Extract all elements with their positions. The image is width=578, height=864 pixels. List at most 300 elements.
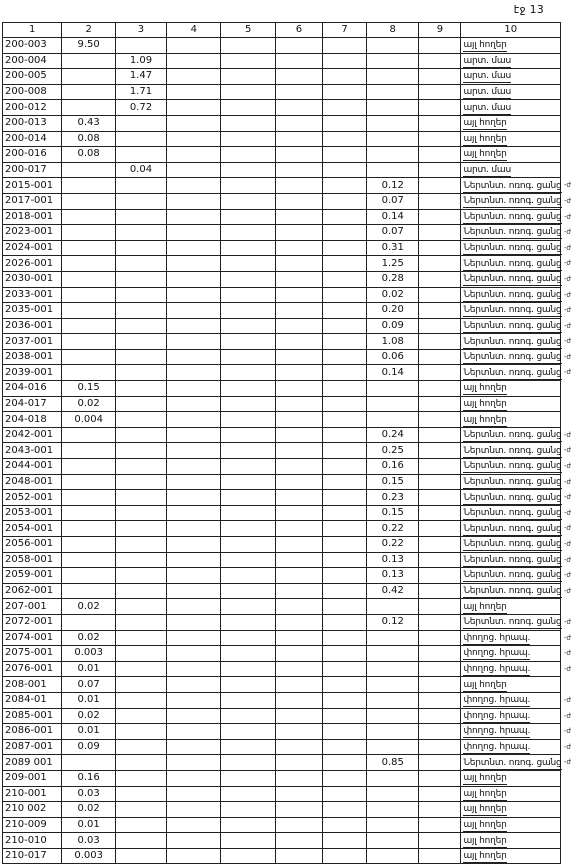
value-cell — [322, 677, 366, 693]
value-cell: 0.85 — [367, 755, 419, 771]
value-cell — [221, 303, 275, 319]
margin-mark: -ժ — [564, 524, 571, 533]
value-cell — [367, 677, 419, 693]
value-cell — [62, 209, 115, 225]
value-cell — [167, 131, 221, 147]
value-cell — [419, 692, 461, 708]
value-cell — [115, 786, 166, 802]
value-cell: 0.02 — [62, 708, 115, 724]
land-type-cell — [461, 490, 571, 506]
value-cell — [221, 459, 275, 475]
parcel-code-cell: 200-003 — [3, 38, 62, 54]
value-cell — [275, 271, 322, 287]
value-cell — [419, 162, 461, 178]
land-type-cell — [461, 349, 571, 365]
value-cell — [115, 271, 166, 287]
value-cell — [115, 490, 166, 506]
value-cell — [221, 537, 275, 553]
value-cell — [322, 724, 366, 740]
value-cell — [322, 583, 366, 599]
table-row — [3, 334, 561, 350]
land-type-label: Ներտնտ. ոռոգ. ցանց — [463, 554, 562, 565]
value-cell — [167, 833, 221, 849]
land-type-label: փողոց. հրապ. — [463, 632, 531, 643]
value-cell — [221, 225, 275, 241]
value-cell — [115, 677, 166, 693]
value-cell — [419, 848, 461, 864]
margin-mark: -ժ — [564, 196, 571, 205]
land-type-cell — [461, 162, 561, 178]
land-type-label: այլ հողեր — [463, 788, 507, 799]
land-type-label: փողոց. հրապ. — [463, 726, 531, 737]
value-cell — [167, 770, 221, 786]
value-cell — [62, 614, 115, 630]
value-cell — [419, 115, 461, 131]
value-cell — [275, 162, 322, 178]
value-cell — [322, 802, 366, 818]
value-cell — [322, 53, 366, 69]
value-cell — [62, 100, 115, 116]
value-cell — [419, 349, 461, 365]
value-cell — [167, 755, 221, 771]
table-row — [3, 739, 561, 755]
value-cell: 1.25 — [367, 256, 419, 272]
page-number: էջ 13 — [513, 3, 544, 16]
value-cell — [322, 614, 366, 630]
value-cell — [275, 115, 322, 131]
value-cell — [167, 349, 221, 365]
value-cell — [115, 817, 166, 833]
value-cell — [367, 630, 419, 646]
value-cell — [115, 381, 166, 397]
margin-mark: -ժ — [564, 633, 571, 642]
land-type-label: այլ հողեր — [463, 149, 507, 160]
value-cell — [275, 225, 322, 241]
header-row — [3, 23, 561, 38]
value-cell — [275, 209, 322, 225]
value-cell — [367, 115, 419, 131]
table-row — [3, 459, 561, 475]
land-type-label: փողոց. հրապ. — [463, 710, 531, 721]
land-type-cell — [461, 53, 561, 69]
table-row — [3, 443, 561, 459]
value-cell — [419, 552, 461, 568]
land-type-label: Ներտնտ. ոռոգ. ցանց — [463, 243, 562, 254]
table-row — [3, 474, 561, 490]
land-type-label: Ներտնտ. ոռոգ. ցանց — [463, 445, 562, 456]
land-type-label: Ներտնտ. ոռոգ. ցանց — [463, 320, 562, 331]
table-row — [3, 802, 561, 818]
value-cell — [275, 599, 322, 615]
parcel-code-cell: 204-017 — [3, 396, 62, 412]
value-cell — [322, 786, 366, 802]
value-cell — [62, 490, 115, 506]
value-cell — [62, 193, 115, 209]
value-cell — [221, 833, 275, 849]
value-cell — [275, 833, 322, 849]
margin-mark: -ժ — [564, 540, 571, 548]
value-cell — [419, 287, 461, 303]
land-type-label: Ներտնտ. ոռոգ. ցանց — [463, 617, 562, 628]
value-cell — [62, 318, 115, 334]
parcel-code-cell: 200-013 — [3, 115, 62, 131]
column-header: 8 — [367, 23, 419, 38]
value-cell — [167, 162, 221, 178]
value-cell — [167, 100, 221, 116]
value-cell: 0.03 — [62, 786, 115, 802]
value-cell: 0.003 — [62, 848, 115, 864]
table-row — [3, 256, 561, 272]
value-cell — [167, 115, 221, 131]
land-type-label: Ներտնտ. ոռոգ. ցանց — [463, 586, 562, 597]
land-type-label: Ներտնտ. ոռոգ. ցանց — [463, 211, 562, 222]
value-cell — [115, 692, 166, 708]
value-cell — [62, 256, 115, 272]
margin-mark: -ժ — [564, 259, 571, 268]
value-cell — [62, 521, 115, 537]
value-cell — [419, 318, 461, 334]
value-cell — [322, 459, 366, 475]
value-cell — [275, 583, 322, 599]
value-cell — [275, 365, 322, 381]
value-cell: 0.07 — [62, 677, 115, 693]
table-row — [3, 817, 561, 833]
value-cell — [115, 427, 166, 443]
parcel-code-cell: 210 002 — [3, 802, 62, 818]
land-type-cell — [461, 303, 571, 319]
margin-mark: -ժ — [564, 742, 571, 751]
parcel-code-cell: 2058-001 — [3, 552, 62, 568]
parcel-code-cell: 2038-001 — [3, 349, 62, 365]
land-type-cell — [461, 755, 571, 771]
table-row — [3, 318, 561, 334]
value-cell — [419, 240, 461, 256]
margin-mark: -ժ — [564, 290, 571, 299]
value-cell — [275, 724, 322, 740]
land-type-label: Ներտնտ. ոռոգ. ցանց — [463, 180, 562, 191]
parcel-code-cell: 204-018 — [3, 412, 62, 428]
table-row — [3, 240, 561, 256]
value-cell — [115, 833, 166, 849]
value-cell — [322, 147, 366, 163]
value-cell — [322, 178, 366, 194]
land-type-cell — [461, 240, 571, 256]
value-cell — [419, 490, 461, 506]
margin-mark: -ժ — [564, 711, 571, 720]
land-type-label: փողոց. հրապ. — [463, 742, 531, 753]
parcel-code-cell: 2036-001 — [3, 318, 62, 334]
land-type-label: այլ հողեր — [463, 851, 507, 862]
value-cell — [115, 178, 166, 194]
value-cell — [62, 537, 115, 553]
margin-mark: -ժ — [564, 664, 571, 673]
parcel-code-cell: 2033-001 — [3, 287, 62, 303]
value-cell — [167, 38, 221, 54]
value-cell — [115, 552, 166, 568]
parcel-code-cell: 209-001 — [3, 770, 62, 786]
parcel-code-cell: 2075-001 — [3, 646, 62, 662]
value-cell: 0.01 — [62, 724, 115, 740]
value-cell — [167, 53, 221, 69]
value-cell: 0.12 — [367, 178, 419, 194]
value-cell — [167, 568, 221, 584]
parcel-code-cell: 210-009 — [3, 817, 62, 833]
parcel-code-cell: 200-016 — [3, 147, 62, 163]
value-cell — [322, 739, 366, 755]
margin-mark: -ժ — [564, 617, 571, 626]
parcel-code-cell: 200-012 — [3, 100, 62, 116]
value-cell — [221, 162, 275, 178]
table-row — [3, 225, 561, 241]
value-cell — [167, 505, 221, 521]
value-cell — [62, 334, 115, 350]
value-cell — [275, 412, 322, 428]
value-cell — [322, 505, 366, 521]
parcel-code-cell: 200-017 — [3, 162, 62, 178]
land-type-cell — [461, 677, 561, 693]
value-cell: 0.04 — [115, 162, 166, 178]
value-cell — [167, 802, 221, 818]
value-cell — [275, 69, 322, 85]
table-row — [3, 209, 561, 225]
value-cell — [115, 537, 166, 553]
value-cell — [221, 474, 275, 490]
land-type-label: այլ հողեր — [463, 804, 507, 815]
value-cell — [367, 770, 419, 786]
value-cell — [322, 271, 366, 287]
value-cell — [62, 349, 115, 365]
land-type-label: Ներտնտ. ոռոգ. ցանց — [463, 274, 562, 285]
parcel-code-cell: 204-016 — [3, 381, 62, 397]
value-cell — [115, 646, 166, 662]
value-cell: 0.06 — [367, 349, 419, 365]
table-row — [3, 770, 561, 786]
value-cell — [275, 240, 322, 256]
value-cell — [115, 396, 166, 412]
parcel-code-cell: 2035-001 — [3, 303, 62, 319]
value-cell — [322, 537, 366, 553]
parcel-code-cell: 200-004 — [3, 53, 62, 69]
value-cell — [167, 69, 221, 85]
land-type-cell — [461, 848, 561, 864]
value-cell — [221, 240, 275, 256]
margin-mark: -ժ — [564, 446, 571, 455]
land-type-label: այլ հողեր — [463, 133, 507, 144]
parcel-code-cell: 2044-001 — [3, 459, 62, 475]
land-type-label: արտ. մաս — [463, 102, 511, 113]
land-type-cell — [461, 147, 561, 163]
parcel-code-cell: 2039-001 — [3, 365, 62, 381]
parcel-code-cell: 2030-001 — [3, 271, 62, 287]
land-type-cell — [461, 131, 561, 147]
value-cell: 0.02 — [62, 630, 115, 646]
value-cell — [367, 739, 419, 755]
value-cell — [322, 848, 366, 864]
value-cell: 0.31 — [367, 240, 419, 256]
value-cell — [367, 817, 419, 833]
table-row — [3, 583, 561, 599]
value-cell — [167, 240, 221, 256]
value-cell — [62, 69, 115, 85]
land-type-cell — [461, 724, 571, 740]
value-cell — [221, 661, 275, 677]
value-cell — [367, 724, 419, 740]
value-cell — [115, 225, 166, 241]
table-row — [3, 412, 561, 428]
value-cell — [419, 599, 461, 615]
land-type-cell — [461, 505, 571, 521]
value-cell — [419, 646, 461, 662]
parcel-code-cell: 2018-001 — [3, 209, 62, 225]
value-cell — [115, 240, 166, 256]
value-cell — [367, 786, 419, 802]
value-cell: 0.15 — [367, 505, 419, 521]
value-cell — [367, 833, 419, 849]
value-cell — [322, 225, 366, 241]
parcel-code-cell: 2074-001 — [3, 630, 62, 646]
value-cell: 0.09 — [62, 739, 115, 755]
value-cell — [167, 786, 221, 802]
land-register-table — [2, 22, 571, 864]
table-row — [3, 537, 561, 553]
value-cell — [419, 459, 461, 475]
value-cell — [419, 537, 461, 553]
value-cell — [115, 802, 166, 818]
land-type-cell — [461, 568, 571, 584]
value-cell — [221, 755, 275, 771]
value-cell — [221, 786, 275, 802]
value-cell: 9.50 — [62, 38, 115, 54]
value-cell — [419, 412, 461, 428]
value-cell — [322, 661, 366, 677]
land-type-label: արտ. մաս — [463, 55, 511, 66]
margin-mark: -ժ — [564, 352, 571, 361]
table-row — [3, 349, 561, 365]
value-cell — [367, 412, 419, 428]
value-cell: 0.01 — [62, 692, 115, 708]
value-cell — [62, 53, 115, 69]
value-cell — [419, 303, 461, 319]
value-cell — [322, 193, 366, 209]
margin-mark: -ժ — [564, 274, 571, 283]
parcel-code-cell: 210-017 — [3, 848, 62, 864]
value-cell — [221, 115, 275, 131]
value-cell — [419, 271, 461, 287]
land-type-label: այլ հողեր — [463, 383, 507, 394]
value-cell — [167, 817, 221, 833]
land-type-label: արտ. մաս — [463, 71, 511, 82]
value-cell — [62, 459, 115, 475]
land-type-cell — [461, 537, 571, 553]
table-row — [3, 53, 561, 69]
value-cell — [62, 443, 115, 459]
land-type-cell — [461, 84, 561, 100]
value-cell — [275, 193, 322, 209]
parcel-code-cell: 2017-001 — [3, 193, 62, 209]
value-cell: 0.02 — [62, 802, 115, 818]
table-row — [3, 692, 561, 708]
value-cell — [275, 100, 322, 116]
value-cell — [275, 53, 322, 69]
value-cell — [322, 162, 366, 178]
land-type-label: Ներտնտ. ոռոգ. ցանց — [463, 757, 562, 768]
value-cell — [62, 178, 115, 194]
table-row — [3, 303, 561, 319]
value-cell — [419, 225, 461, 241]
parcel-code-cell: 2052-001 — [3, 490, 62, 506]
margin-mark: -ժ — [564, 462, 571, 471]
value-cell — [275, 817, 322, 833]
value-cell — [115, 505, 166, 521]
value-cell — [167, 256, 221, 272]
value-cell — [275, 287, 322, 303]
margin-mark: -ժ — [564, 695, 571, 704]
parcel-code-cell: 2043-001 — [3, 443, 62, 459]
value-cell — [221, 256, 275, 272]
land-type-label: Ներտնտ. ոռոգ. ցանց — [463, 476, 562, 487]
value-cell — [367, 100, 419, 116]
value-cell — [419, 661, 461, 677]
value-cell — [322, 490, 366, 506]
table-row — [3, 677, 561, 693]
value-cell — [221, 178, 275, 194]
value-cell — [221, 490, 275, 506]
value-cell — [221, 53, 275, 69]
value-cell — [221, 817, 275, 833]
table-row — [3, 661, 561, 677]
value-cell: 0.13 — [367, 552, 419, 568]
value-cell — [167, 412, 221, 428]
parcel-code-cell: 2085-001 — [3, 708, 62, 724]
table-row — [3, 505, 561, 521]
value-cell — [167, 303, 221, 319]
value-cell: 0.003 — [62, 646, 115, 662]
value-cell — [275, 802, 322, 818]
value-cell — [115, 412, 166, 428]
table-row — [3, 287, 561, 303]
value-cell — [221, 505, 275, 521]
value-cell: 1.09 — [115, 53, 166, 69]
land-type-cell — [461, 770, 561, 786]
table-row — [3, 381, 561, 397]
value-cell — [275, 334, 322, 350]
value-cell — [275, 537, 322, 553]
table-row — [3, 131, 561, 147]
land-type-label: Ներտնտ. ոռոգ. ցանց — [463, 367, 562, 378]
value-cell — [275, 38, 322, 54]
land-type-label: փողոց. հրապ. — [463, 664, 531, 675]
land-type-label: Ներտնտ. ոռոգ. ցանց — [463, 258, 562, 269]
land-type-label: Ներտնտ. ոռոգ. ցանց — [463, 289, 562, 300]
value-cell — [167, 209, 221, 225]
table-row — [3, 708, 561, 724]
value-cell — [419, 630, 461, 646]
value-cell — [62, 552, 115, 568]
column-header: 1 — [3, 23, 62, 38]
value-cell — [419, 739, 461, 755]
value-cell — [419, 365, 461, 381]
value-cell — [221, 739, 275, 755]
value-cell — [367, 599, 419, 615]
value-cell — [275, 614, 322, 630]
value-cell — [322, 443, 366, 459]
land-type-label: Ներտնտ. ոռոգ. ցանց — [463, 508, 562, 519]
value-cell — [275, 303, 322, 319]
land-type-label: արտ. մաս — [463, 87, 511, 98]
value-cell — [275, 848, 322, 864]
margin-mark: -ժ — [564, 727, 571, 736]
value-cell — [419, 396, 461, 412]
